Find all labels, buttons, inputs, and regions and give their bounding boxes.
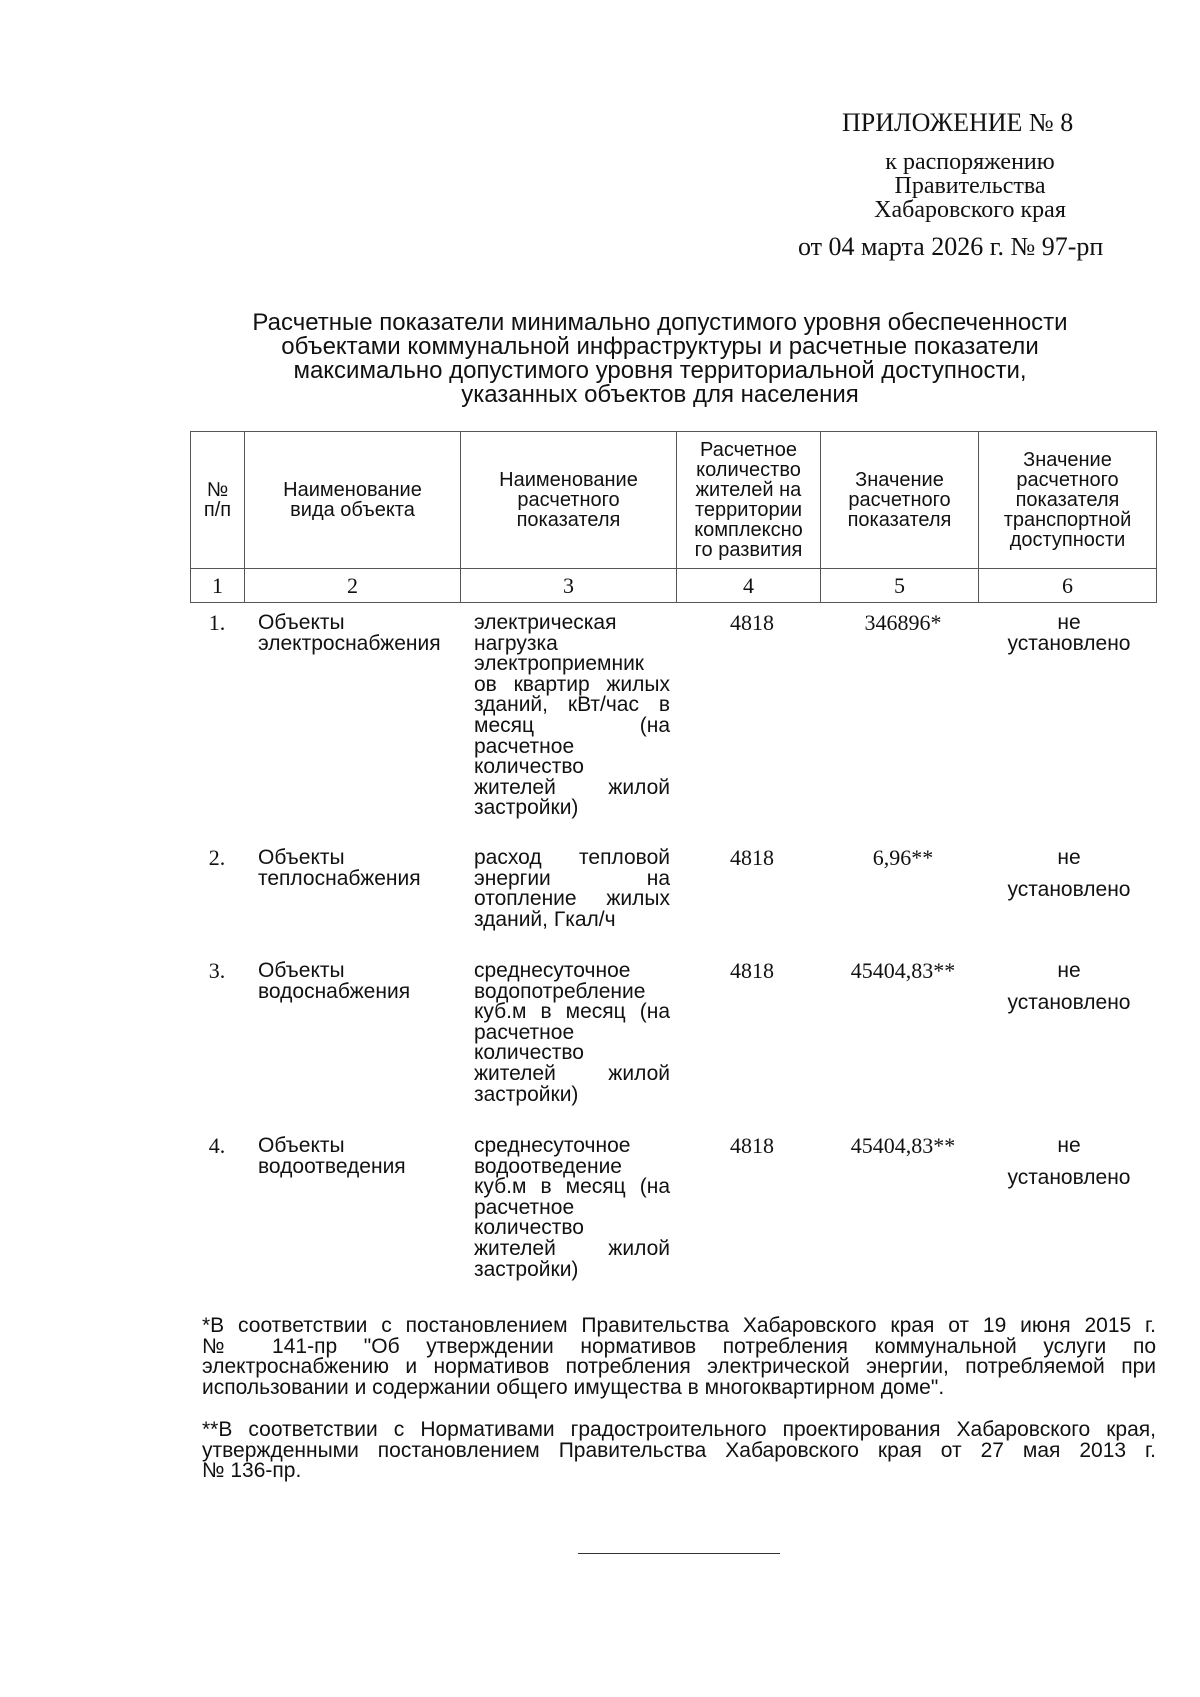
residents-count: 4818 [730,958,774,983]
residents-count: 4818 [730,845,774,870]
text-line: электроснабжения [258,631,441,655]
text-line: электрическая [474,611,617,634]
text-line: водоотведение [474,1154,622,1178]
to-order-line: к распоряжению [885,149,1055,175]
column-header-object-type [245,432,461,569]
text-line: расчетное [474,1195,575,1219]
order-date-number: от 04 марта 2026 г. № 97-рп [798,232,1104,261]
footnote-single-asterisk [202,1316,1156,1398]
text-line: теплоснабжения [258,866,421,890]
indicator-value: 45404,83** [850,958,956,983]
text-line: территории [694,499,802,521]
text-line: расчетное [474,734,575,758]
text-line: **В соответствии с Нормативами градостроительного проектирования Хабаровского края, [202,1418,1156,1441]
text-line: утвержденными постановлением Правительства Хабаровского края от 27 мая 2013 г. [202,1438,1156,1462]
column-header-number [191,432,245,569]
text-line: жителей жилой [474,1236,670,1260]
object-type [258,848,458,889]
text-line: расход тепловой [474,846,670,869]
text-line: не [1057,611,1081,634]
row-number: 2. [208,845,226,870]
column-header-indicator-name [461,432,677,569]
text-line: нагрузка [474,631,558,655]
text-line: электроприемник [474,652,644,676]
text-line: доступности [1009,529,1126,551]
indicator-name [474,1136,670,1280]
text-line: куб.м в месяц (на [474,1000,670,1024]
text-line: застройки) [474,796,579,820]
text-line: Объекты [258,959,345,982]
indicator-value: 45404,83** [850,1133,956,1158]
text-line: зданий, кВт/час в [474,693,670,717]
text-line: ов квартир жилых [474,672,670,696]
title-line: Расчетные показатели минимально допустимого уровня обеспеченности [252,309,1068,336]
text-line: установлено [1007,1166,1131,1189]
row-number: 4. [208,1133,226,1158]
transport-access [982,613,1156,654]
title-line: объектами коммунальной инфраструктуры и расчетные показатели [281,333,1039,360]
text-line: не [1057,1134,1081,1157]
text-line: использовании и содержании общего имущества в многоквартирном доме". [202,1375,945,1399]
text-line: жителей жилой [474,1061,670,1085]
indicator-value: 346896* [864,610,942,635]
transport-access [982,842,1156,906]
text-line: количество [696,459,801,481]
text-line: застройки) [474,1082,579,1106]
text-line: Значение [855,469,944,491]
residents-count: 4818 [730,610,774,635]
text-line: месяц (на [474,713,670,737]
text-line: застройки) [474,1257,579,1281]
text-line: транспортной [1003,509,1132,531]
text-line: количество [474,1041,584,1065]
text-line: вида объекта [290,499,415,521]
indicator-name [474,613,670,819]
text-line: № [206,479,229,501]
text-line: показателя [516,509,621,531]
government-line: Правительства [894,173,1046,199]
region-line: Хабаровского края [874,197,1066,223]
text-line: Объекты [258,611,345,634]
column-header-transport-access [979,432,1157,569]
text-line: среднесуточное [474,959,631,982]
text-line: расчетное [474,1020,575,1044]
row-number: 3. [208,958,226,983]
text-line: водоснабжения [258,979,411,1003]
footnote-double-asterisk [202,1420,1156,1482]
row-number: 1. [208,610,226,635]
text-line: водоотведения [258,1154,406,1178]
text-line: не [1057,959,1081,982]
header-row [191,432,1157,569]
text-line: не [1057,846,1081,869]
text-line: Наименование [283,479,422,501]
title-line: максимально допустимого уровня территориальной доступности, [293,357,1027,384]
text-line: п/п [203,499,232,521]
text-line: электроснабжению и нормативов потребления электрической энергии, потребляемой при [202,1355,1156,1379]
appendix-number: ПРИЛОЖЕНИЕ № 8 [842,108,1074,137]
text-line: расчетного [848,489,951,511]
column-numbers-row [191,569,1157,603]
transport-access [982,1130,1156,1194]
object-type [258,613,458,654]
text-line: количество [474,755,584,779]
text-line: среднесуточное [474,1134,631,1157]
text-line: Наименование [499,469,638,491]
column-header-indicator-value [821,432,979,569]
text-line: водопотребление [474,979,646,1003]
text-line: показателя [847,509,952,531]
text-line: установлено [1007,878,1131,901]
title-line: указанных объектов для населения [461,381,859,408]
text-line: жителей жилой [474,775,670,799]
column-number: 3 [461,569,677,603]
text-line: установлено [1007,631,1131,655]
indicators-table [190,431,1156,603]
text-line: количество [474,1216,584,1240]
text-line: показателя [1015,489,1120,511]
text-line: го развития [694,539,803,561]
object-type [258,1136,458,1177]
text-line: расчетного [1016,469,1119,491]
text-line: Значение [1023,449,1112,471]
residents-count: 4818 [730,1133,774,1158]
object-type [258,961,458,1002]
indicator-value: 6,96** [872,845,934,870]
text-line: Расчетное [700,439,797,461]
document-title [200,311,1120,407]
column-number: 6 [979,569,1157,603]
text-line: *В соответствии с постановлением Правительства Хабаровского края от 19 июня 2015 г. [202,1314,1156,1337]
text-line: жителей на [695,479,802,501]
text-line: куб.м в месяц (на [474,1175,670,1199]
transport-access [982,955,1156,1019]
column-number: 5 [821,569,979,603]
indicator-name [474,848,670,930]
text-line: зданий, Гкал/ч [474,907,616,931]
column-number: 1 [191,569,245,603]
indicator-name [474,961,670,1105]
text-line: установлено [1007,991,1131,1014]
text-line: расчетного [517,489,620,511]
text-line: № 141-пр "Об утверждении нормативов потребления коммунальной услуги по [202,1334,1156,1358]
column-number: 4 [677,569,821,603]
text-line: № 136-пр. [202,1459,302,1483]
text-line: Объекты [258,1134,345,1157]
text-line: Объекты [258,846,345,869]
text-line: комплексно [694,519,803,541]
text-line: энергии на [474,866,670,890]
table-header [190,431,1157,603]
column-header-residents [677,432,821,569]
end-divider [578,1553,780,1554]
text-line: отопление жилых [474,887,670,911]
column-number: 2 [245,569,461,603]
